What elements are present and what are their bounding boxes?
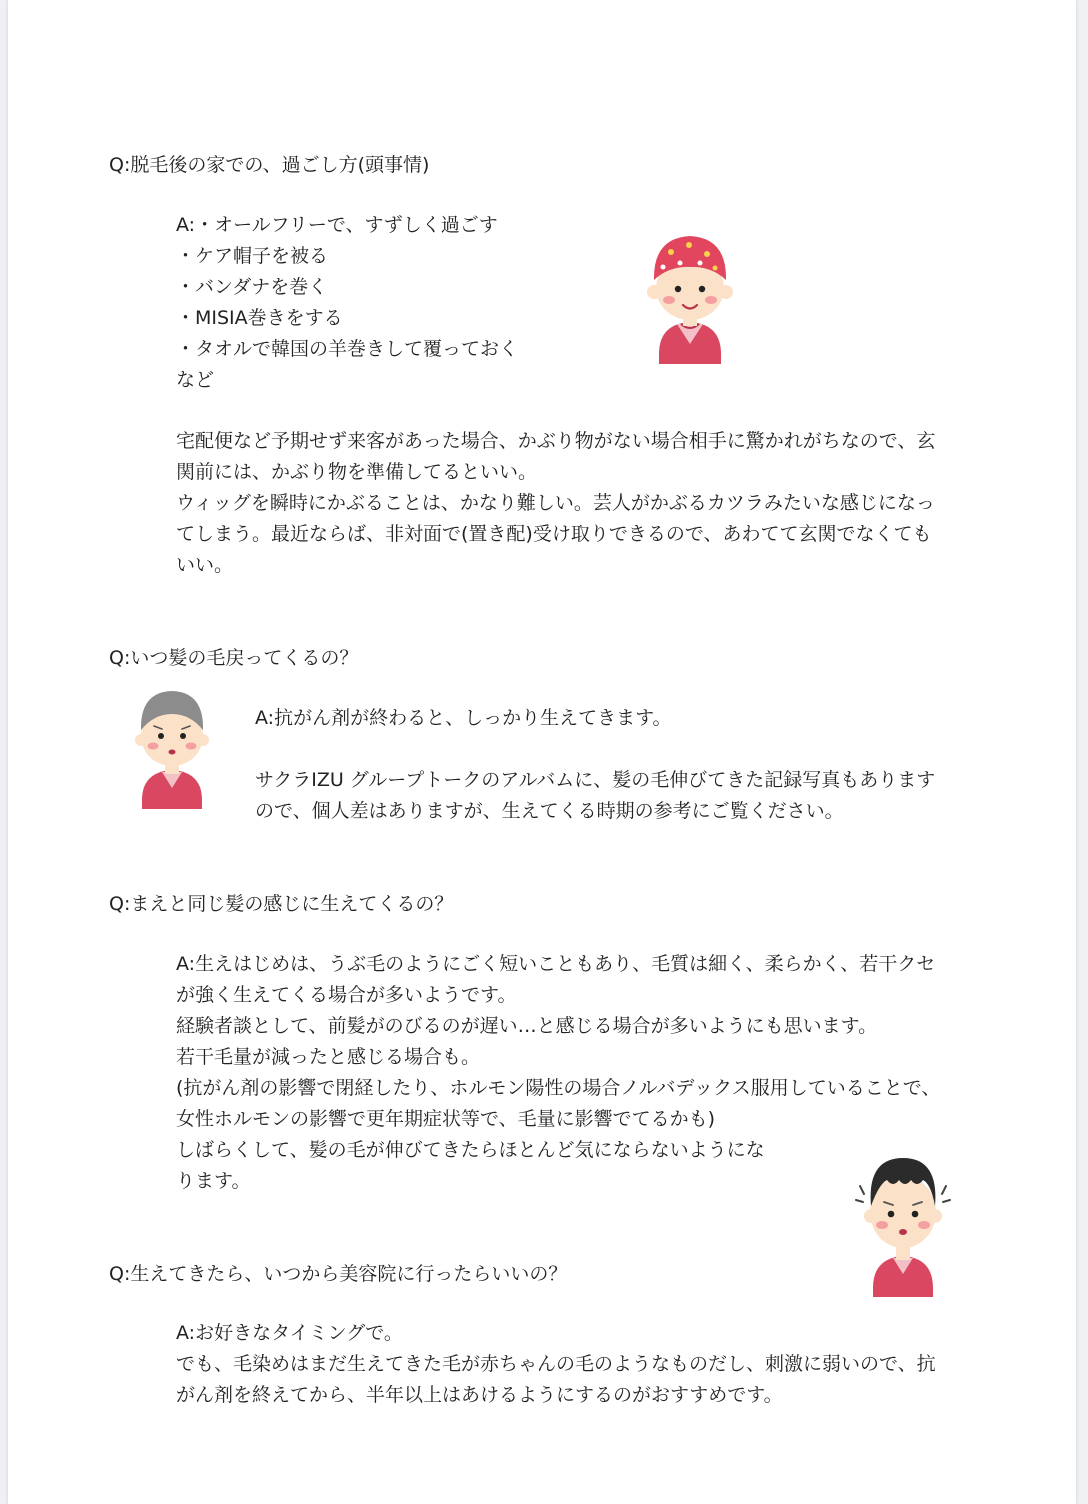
answer-2 xyxy=(255,703,935,827)
answer-1-line: ・タオルで韓国の羊巻きして覆っておく xyxy=(176,338,519,360)
answer-4-line: でも、毛染めはまだ生えてきた毛が赤ちゃんの毛のようなものだし、刺激に弱いので、抗 xyxy=(176,1353,936,1375)
answer-3-line: (抗がん剤の影響で閉経したり、ホルモン陽性の場合ノルバデックス服用していることで、 xyxy=(176,1077,941,1099)
question-1: Q:脱毛後の家での、過ごし方(頭事情) xyxy=(109,154,430,176)
answer-3-line: 経験者談として、前髪がのびるのが遅い…と感じる場合が多いようにも思います。 xyxy=(176,1015,878,1037)
answer-3-line: A:生えはじめは、うぶ毛のようにごく短いこともあり、毛質は細く、柔らかく、若干クセ xyxy=(176,953,936,975)
answer-2-line xyxy=(255,734,935,765)
bandana-woman-illustration xyxy=(645,232,735,366)
answer-1-line: ・ケア帽子を被る xyxy=(176,245,329,267)
note-1-line: てしまう。最近ならば、非対面で(置き配)受け取りできるので、あわてて玄関でなくても xyxy=(176,523,932,545)
answer-3-line: しばらくして、髪の毛が伸びてきたらほとんど気にならないようにな xyxy=(176,1139,765,1161)
answer-3-line: が強く生えてくる場合が多いようです。 xyxy=(176,984,517,1006)
note-1-line: 宅配便など予期せず来客があった場合、かぶり物がない場合相手に驚かれがちなので、玄 xyxy=(176,430,936,452)
answer-3-line: ります。 xyxy=(176,1170,251,1192)
short-hair-worried-illustration xyxy=(851,1150,955,1298)
answer-4-line: A:お好きなタイミングで。 xyxy=(176,1322,403,1344)
answer-2-line: ので、個人差はありますが、生えてくる時期の参考にご覧ください。 xyxy=(255,800,844,822)
answer-1-line: ・MISIA巻きをする xyxy=(176,307,343,329)
note-1-line: いい。 xyxy=(176,554,234,576)
note-1-line: 関前には、かぶり物を準備してるといい。 xyxy=(176,461,538,483)
answer-2-line: A:抗がん剤が終わると、しっかり生えてきます。 xyxy=(255,707,672,729)
answer-1-line: A:・オールフリーで、すずしく過ごす xyxy=(176,214,498,236)
question-4: Q:生えてきたら、いつから美容院に行ったらいいの？ xyxy=(109,1263,568,1285)
answer-3 xyxy=(176,949,940,1197)
question-3: Q:まえと同じ髪の感じに生えてくるの？ xyxy=(109,893,454,915)
note-1-line: ウィッグを瞬時にかぶることは、かなり難しい。芸人がかぶるカツラみたいな感じになっ xyxy=(176,492,935,514)
answer-1-line: ・バンダナを巻く xyxy=(176,276,328,298)
answer-3-line: 若干毛量が減ったと感じる場合も。 xyxy=(176,1046,481,1068)
answer-2-line: サクラIZU グループトークのアルバムに、髪の毛伸びてきた記録写真もあります xyxy=(255,769,936,791)
answer-3-line: 女性ホルモンの影響で更年期症状等で、毛量に影響でてるかも) xyxy=(176,1108,716,1130)
document-page xyxy=(8,0,1076,1504)
answer-4-line: がん剤を終えてから、半年以上はあけるようにするのがおすすめです。 xyxy=(176,1384,783,1406)
note-1 xyxy=(176,426,935,581)
answer-1 xyxy=(176,210,518,396)
worried-woman-illustration xyxy=(134,688,210,810)
answer-4 xyxy=(176,1318,936,1411)
answer-1-line: など xyxy=(176,369,215,391)
question-2: Q:いつ髪の毛戻ってくるの？ xyxy=(109,647,359,669)
